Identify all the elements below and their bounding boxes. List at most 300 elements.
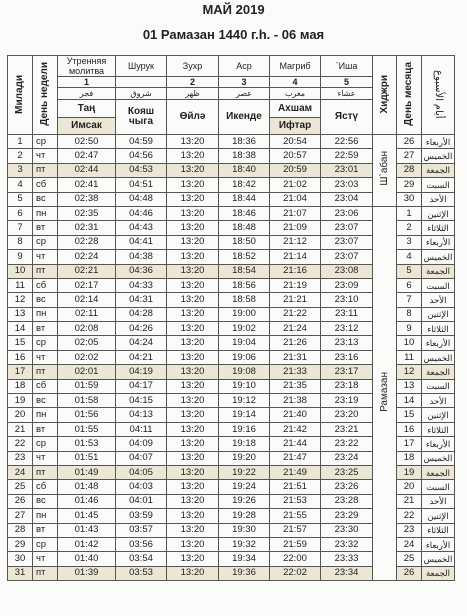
miladi-day-cell: 30 — [8, 552, 33, 566]
time-cell: 13:20 — [167, 192, 219, 206]
hijri-day-cell: 16 — [397, 422, 422, 436]
arabic-weekday-cell: الأربعاء — [422, 336, 455, 350]
time-cell: 01:48 — [58, 480, 116, 494]
hijri-month-ramadan: Рамазан — [373, 206, 397, 580]
time-cell: 21:22 — [270, 307, 321, 321]
arabic-weekday-cell: الخميس — [422, 250, 455, 264]
time-cell: 02:24 — [58, 250, 116, 264]
time-cell: 19:20 — [219, 451, 270, 465]
arabic-weekday-cell: الجمعة — [422, 163, 455, 177]
miladi-day-cell: 29 — [8, 537, 33, 551]
time-cell: 13:20 — [167, 422, 219, 436]
miladi-day-cell: 28 — [8, 523, 33, 537]
time-cell: 23:07 — [321, 221, 373, 235]
miladi-day-cell: 6 — [8, 206, 33, 220]
weekday-cell: пт — [33, 163, 58, 177]
weekday-cell: чт — [33, 250, 58, 264]
header-num: 1 — [58, 77, 116, 88]
hijri-day-cell: 26 — [397, 566, 422, 580]
weekday-cell: пт — [33, 365, 58, 379]
hijri-day-cell: 27 — [397, 149, 422, 163]
time-cell: 23:33 — [321, 552, 373, 566]
time-cell: 02:17 — [58, 278, 116, 292]
time-cell: 02:41 — [58, 178, 116, 192]
arabic-weekday-cell: الثلاثاء — [422, 221, 455, 235]
header-arabic-days: أيام الأسبوع — [422, 56, 455, 135]
hijri-day-cell: 15 — [397, 408, 422, 422]
time-cell: 21:16 — [270, 264, 321, 278]
header-num: 3 — [219, 77, 270, 88]
header-num: 5 — [321, 77, 373, 88]
header-num: 4 — [270, 77, 321, 88]
header-arabic: عصر — [219, 88, 270, 100]
arabic-weekday-cell: الأربعاء — [422, 537, 455, 551]
weekday-cell: чт — [33, 552, 58, 566]
time-cell: 01:45 — [58, 509, 116, 523]
header-arabic: ظهر — [167, 88, 219, 100]
time-cell: 21:26 — [270, 336, 321, 350]
time-cell: 23:04 — [321, 192, 373, 206]
time-cell: 21:42 — [270, 422, 321, 436]
time-cell: 02:44 — [58, 163, 116, 177]
arabic-weekday-cell: الخميس — [422, 149, 455, 163]
header-num: 2 — [167, 77, 219, 88]
time-cell: 23:20 — [321, 408, 373, 422]
weekday-cell: вс — [33, 293, 58, 307]
hijri-day-cell: 13 — [397, 379, 422, 393]
time-cell: 21:35 — [270, 379, 321, 393]
time-cell: 13:20 — [167, 178, 219, 192]
time-cell: 19:04 — [219, 336, 270, 350]
header-tatar: Ястү — [321, 100, 373, 135]
arabic-weekday-cell: الجمعة — [422, 365, 455, 379]
time-cell: 18:38 — [219, 149, 270, 163]
time-cell: 13:20 — [167, 379, 219, 393]
header-prayer-1: Утренняя молитва — [58, 56, 116, 77]
time-cell: 13:20 — [167, 394, 219, 408]
time-cell: 04:19 — [116, 365, 167, 379]
hijri-day-cell: 12 — [397, 365, 422, 379]
header-month-day: День месяца — [397, 56, 422, 135]
hijri-day-cell: 19 — [397, 465, 422, 479]
time-cell: 19:18 — [219, 437, 270, 451]
time-cell: 21:40 — [270, 408, 321, 422]
weekday-cell: пн — [33, 509, 58, 523]
time-cell: 23:11 — [321, 307, 373, 321]
miladi-day-cell: 26 — [8, 494, 33, 508]
arabic-weekday-cell: الجمعة — [422, 566, 455, 580]
time-cell: 21:31 — [270, 350, 321, 364]
time-cell: 13:20 — [167, 307, 219, 321]
time-cell: 01:51 — [58, 451, 116, 465]
hijri-day-cell: 11 — [397, 350, 422, 364]
weekday-cell: пт — [33, 264, 58, 278]
time-cell: 23:25 — [321, 465, 373, 479]
time-cell: 18:58 — [219, 293, 270, 307]
miladi-day-cell: 4 — [8, 178, 33, 192]
header-num — [116, 77, 167, 88]
page-title: МАЙ 2019 — [202, 2, 265, 17]
miladi-day-cell: 14 — [8, 322, 33, 336]
weekday-cell: ср — [33, 235, 58, 249]
time-cell: 23:07 — [321, 235, 373, 249]
arabic-weekday-cell: الأحد — [422, 192, 455, 206]
time-cell: 04:21 — [116, 350, 167, 364]
time-cell: 21:38 — [270, 394, 321, 408]
arabic-weekday-cell: السبت — [422, 178, 455, 192]
time-cell: 20:54 — [270, 135, 321, 149]
time-cell: 04:36 — [116, 264, 167, 278]
hijri-day-cell: 30 — [397, 192, 422, 206]
time-cell: 18:48 — [219, 221, 270, 235]
time-cell: 23:28 — [321, 494, 373, 508]
time-cell: 23:16 — [321, 350, 373, 364]
time-cell: 01:56 — [58, 408, 116, 422]
time-cell: 19:28 — [219, 509, 270, 523]
page-subtitle: 01 Рамазан 1440 г.h. - 06 мая — [142, 27, 325, 42]
time-cell: 04:03 — [116, 480, 167, 494]
weekday-cell: чт — [33, 350, 58, 364]
time-cell: 19:22 — [219, 465, 270, 479]
hijri-day-cell: 26 — [397, 135, 422, 149]
time-cell: 02:35 — [58, 206, 116, 220]
time-cell: 01:39 — [58, 566, 116, 580]
time-cell: 18:56 — [219, 278, 270, 292]
miladi-day-cell: 17 — [8, 365, 33, 379]
header-hijri: Хиджри — [373, 56, 397, 135]
table-row — [8, 135, 455, 149]
hijri-day-cell: 1 — [397, 206, 422, 220]
hijri-day-cell: 20 — [397, 480, 422, 494]
miladi-day-cell: 3 — [8, 163, 33, 177]
miladi-day-cell: 27 — [8, 509, 33, 523]
time-cell: 21:59 — [270, 537, 321, 551]
time-cell: 23:19 — [321, 394, 373, 408]
time-cell: 01:40 — [58, 552, 116, 566]
time-cell: 23:10 — [321, 293, 373, 307]
header-prayer-5: Магриб — [270, 56, 321, 77]
time-cell: 03:54 — [116, 552, 167, 566]
weekday-cell: вс — [33, 394, 58, 408]
time-cell: 04:53 — [116, 163, 167, 177]
header-miladi: Милади — [8, 56, 33, 135]
time-cell: 19:00 — [219, 307, 270, 321]
time-cell: 01:49 — [58, 465, 116, 479]
miladi-day-cell: 15 — [8, 336, 33, 350]
time-cell: 03:53 — [116, 566, 167, 580]
time-cell: 04:09 — [116, 437, 167, 451]
time-cell: 18:54 — [219, 264, 270, 278]
time-cell: 22:00 — [270, 552, 321, 566]
time-cell: 19:32 — [219, 537, 270, 551]
time-cell: 13:20 — [167, 293, 219, 307]
time-cell: 21:14 — [270, 250, 321, 264]
time-cell: 23:26 — [321, 480, 373, 494]
time-cell: 13:20 — [167, 350, 219, 364]
time-cell: 04:38 — [116, 250, 167, 264]
miladi-day-cell: 24 — [8, 465, 33, 479]
time-cell: 23:07 — [321, 250, 373, 264]
weekday-cell: ср — [33, 135, 58, 149]
header-tatar: Таң — [58, 100, 116, 118]
time-cell: 23:06 — [321, 206, 373, 220]
weekday-cell: сб — [33, 480, 58, 494]
miladi-day-cell: 11 — [8, 278, 33, 292]
hijri-day-cell: 23 — [397, 523, 422, 537]
arabic-weekday-cell: الخميس — [422, 451, 455, 465]
time-cell: 19:26 — [219, 494, 270, 508]
weekday-cell: сб — [33, 379, 58, 393]
time-cell: 21:21 — [270, 293, 321, 307]
header-tatar: Икенде — [219, 100, 270, 135]
time-cell: 13:20 — [167, 451, 219, 465]
time-cell: 13:20 — [167, 566, 219, 580]
time-cell: 04:17 — [116, 379, 167, 393]
weekday-cell: чт — [33, 149, 58, 163]
prayer-times-table — [7, 55, 455, 581]
miladi-day-cell: 12 — [8, 293, 33, 307]
time-cell: 21:49 — [270, 465, 321, 479]
header-tatar: Ахшам — [270, 100, 321, 118]
time-cell: 02:02 — [58, 350, 116, 364]
hijri-day-cell: 17 — [397, 437, 422, 451]
time-cell: 13:20 — [167, 437, 219, 451]
miladi-day-cell: 31 — [8, 566, 33, 580]
weekday-cell: вт — [33, 422, 58, 436]
time-cell: 04:33 — [116, 278, 167, 292]
hijri-day-cell: 6 — [397, 278, 422, 292]
hijri-day-cell: 28 — [397, 163, 422, 177]
time-cell: 23:22 — [321, 437, 373, 451]
time-cell: 13:20 — [167, 494, 219, 508]
arabic-weekday-cell: الأحد — [422, 394, 455, 408]
time-cell: 19:24 — [219, 480, 270, 494]
time-cell: 13:20 — [167, 365, 219, 379]
table-row — [8, 206, 455, 220]
time-cell: 02:01 — [58, 365, 116, 379]
header-prayer-3: Зухр — [167, 56, 219, 77]
time-cell: 21:57 — [270, 523, 321, 537]
arabic-weekday-cell: الإثنين — [422, 206, 455, 220]
time-cell: 04:01 — [116, 494, 167, 508]
time-cell: 13:20 — [167, 552, 219, 566]
time-cell: 23:34 — [321, 566, 373, 580]
miladi-day-cell: 21 — [8, 422, 33, 436]
time-cell: 03:57 — [116, 523, 167, 537]
time-cell: 23:08 — [321, 264, 373, 278]
time-cell: 23:29 — [321, 509, 373, 523]
header-prayer-6: `Иша — [321, 56, 373, 77]
miladi-day-cell: 18 — [8, 379, 33, 393]
time-cell: 01:55 — [58, 422, 116, 436]
time-cell: 01:43 — [58, 523, 116, 537]
hijri-day-cell: 8 — [397, 307, 422, 321]
time-cell: 19:30 — [219, 523, 270, 537]
time-cell: 19:06 — [219, 350, 270, 364]
time-cell: 13:20 — [167, 149, 219, 163]
header-arabic: فجر — [58, 88, 116, 100]
miladi-day-cell: 22 — [8, 437, 33, 451]
time-cell: 04:05 — [116, 465, 167, 479]
time-cell: 21:07 — [270, 206, 321, 220]
arabic-weekday-cell: الأربعاء — [422, 235, 455, 249]
time-cell: 23:09 — [321, 278, 373, 292]
arabic-weekday-cell: الثلاثاء — [422, 523, 455, 537]
time-cell: 22:59 — [321, 149, 373, 163]
time-cell: 04:13 — [116, 408, 167, 422]
time-cell: 01:42 — [58, 537, 116, 551]
time-cell: 01:58 — [58, 394, 116, 408]
time-cell: 13:20 — [167, 163, 219, 177]
header-imsak: Имсак — [58, 118, 116, 135]
time-cell: 13:20 — [167, 523, 219, 537]
miladi-day-cell: 23 — [8, 451, 33, 465]
hijri-day-cell: 3 — [397, 235, 422, 249]
hijri-day-cell: 29 — [397, 178, 422, 192]
arabic-weekday-cell: الثلاثاء — [422, 322, 455, 336]
miladi-day-cell: 25 — [8, 480, 33, 494]
time-cell: 21:02 — [270, 178, 321, 192]
time-cell: 02:50 — [58, 135, 116, 149]
time-cell: 13:20 — [167, 278, 219, 292]
time-cell: 18:52 — [219, 250, 270, 264]
arabic-weekday-cell: الأربعاء — [422, 437, 455, 451]
time-cell: 04:51 — [116, 178, 167, 192]
time-cell: 02:08 — [58, 322, 116, 336]
time-cell: 22:02 — [270, 566, 321, 580]
header-tatar: Кояш чыга — [116, 100, 167, 135]
time-cell: 02:11 — [58, 307, 116, 321]
weekday-cell: пн — [33, 206, 58, 220]
arabic-weekday-cell: السبت — [422, 480, 455, 494]
hijri-month-shaban: Ш`абан — [373, 135, 397, 207]
weekday-cell: ср — [33, 336, 58, 350]
hijri-day-cell: 7 — [397, 293, 422, 307]
time-cell: 23:30 — [321, 523, 373, 537]
header-arabic: مغرب — [270, 88, 321, 100]
time-cell: 03:56 — [116, 537, 167, 551]
hijri-day-cell: 2 — [397, 221, 422, 235]
weekday-cell: вт — [33, 322, 58, 336]
time-cell: 21:19 — [270, 278, 321, 292]
time-cell: 21:12 — [270, 235, 321, 249]
weekday-cell: ср — [33, 437, 58, 451]
miladi-day-cell: 1 — [8, 135, 33, 149]
time-cell: 02:14 — [58, 293, 116, 307]
time-cell: 04:31 — [116, 293, 167, 307]
time-cell: 19:08 — [219, 365, 270, 379]
time-cell: 18:50 — [219, 235, 270, 249]
time-cell: 19:36 — [219, 566, 270, 580]
time-cell: 04:11 — [116, 422, 167, 436]
time-cell: 02:47 — [58, 149, 116, 163]
header-iftar: Ифтар — [270, 118, 321, 135]
miladi-day-cell: 7 — [8, 221, 33, 235]
time-cell: 01:53 — [58, 437, 116, 451]
arabic-weekday-cell: السبت — [422, 379, 455, 393]
time-cell: 23:13 — [321, 336, 373, 350]
hijri-day-cell: 5 — [397, 264, 422, 278]
time-cell: 04:15 — [116, 394, 167, 408]
weekday-cell: вт — [33, 221, 58, 235]
arabic-weekday-cell: الإثنين — [422, 408, 455, 422]
time-cell: 04:26 — [116, 322, 167, 336]
time-cell: 13:20 — [167, 465, 219, 479]
time-cell: 19:10 — [219, 379, 270, 393]
time-cell: 04:07 — [116, 451, 167, 465]
time-cell: 18:44 — [219, 192, 270, 206]
time-cell: 19:16 — [219, 422, 270, 436]
time-cell: 04:59 — [116, 135, 167, 149]
weekday-cell: вс — [33, 494, 58, 508]
time-cell: 02:05 — [58, 336, 116, 350]
hijri-day-cell: 25 — [397, 552, 422, 566]
weekday-cell: пт — [33, 566, 58, 580]
time-cell: 13:20 — [167, 537, 219, 551]
miladi-day-cell: 5 — [8, 192, 33, 206]
time-cell: 23:17 — [321, 365, 373, 379]
time-cell: 13:20 — [167, 235, 219, 249]
weekday-cell: пт — [33, 465, 58, 479]
time-cell: 13:20 — [167, 206, 219, 220]
header-prayer-2: Шурук — [116, 56, 167, 77]
miladi-day-cell: 19 — [8, 394, 33, 408]
arabic-weekday-cell: الخميس — [422, 552, 455, 566]
time-cell: 21:04 — [270, 192, 321, 206]
time-cell: 21:33 — [270, 365, 321, 379]
time-cell: 04:41 — [116, 235, 167, 249]
time-cell: 04:48 — [116, 192, 167, 206]
miladi-day-cell: 2 — [8, 149, 33, 163]
time-cell: 23:03 — [321, 178, 373, 192]
time-cell: 21:53 — [270, 494, 321, 508]
miladi-day-cell: 9 — [8, 250, 33, 264]
weekday-cell: сб — [33, 178, 58, 192]
time-cell: 04:46 — [116, 206, 167, 220]
arabic-weekday-cell: الأحد — [422, 494, 455, 508]
time-cell: 02:28 — [58, 235, 116, 249]
miladi-day-cell: 16 — [8, 350, 33, 364]
time-cell: 04:24 — [116, 336, 167, 350]
time-cell: 13:20 — [167, 135, 219, 149]
time-cell: 23:12 — [321, 322, 373, 336]
time-cell: 20:57 — [270, 149, 321, 163]
weekday-cell: вс — [33, 192, 58, 206]
arabic-weekday-cell: الأربعاء — [422, 135, 455, 149]
time-cell: 19:02 — [219, 322, 270, 336]
header-tatar: Өйлә — [167, 100, 219, 135]
weekday-cell: ср — [33, 537, 58, 551]
arabic-weekday-cell: الأحد — [422, 293, 455, 307]
time-cell: 22:56 — [321, 135, 373, 149]
time-cell: 21:51 — [270, 480, 321, 494]
time-cell: 21:24 — [270, 322, 321, 336]
time-cell: 19:14 — [219, 408, 270, 422]
time-cell: 13:20 — [167, 221, 219, 235]
time-cell: 19:34 — [219, 552, 270, 566]
time-cell: 13:20 — [167, 480, 219, 494]
time-cell: 21:09 — [270, 221, 321, 235]
time-cell: 13:20 — [167, 250, 219, 264]
time-cell: 13:20 — [167, 322, 219, 336]
time-cell: 19:12 — [219, 394, 270, 408]
time-cell: 18:42 — [219, 178, 270, 192]
arabic-weekday-cell: الإثنين — [422, 509, 455, 523]
time-cell: 13:20 — [167, 264, 219, 278]
arabic-weekday-cell: الخميس — [422, 350, 455, 364]
hijri-day-cell: 9 — [397, 322, 422, 336]
time-cell: 01:46 — [58, 494, 116, 508]
